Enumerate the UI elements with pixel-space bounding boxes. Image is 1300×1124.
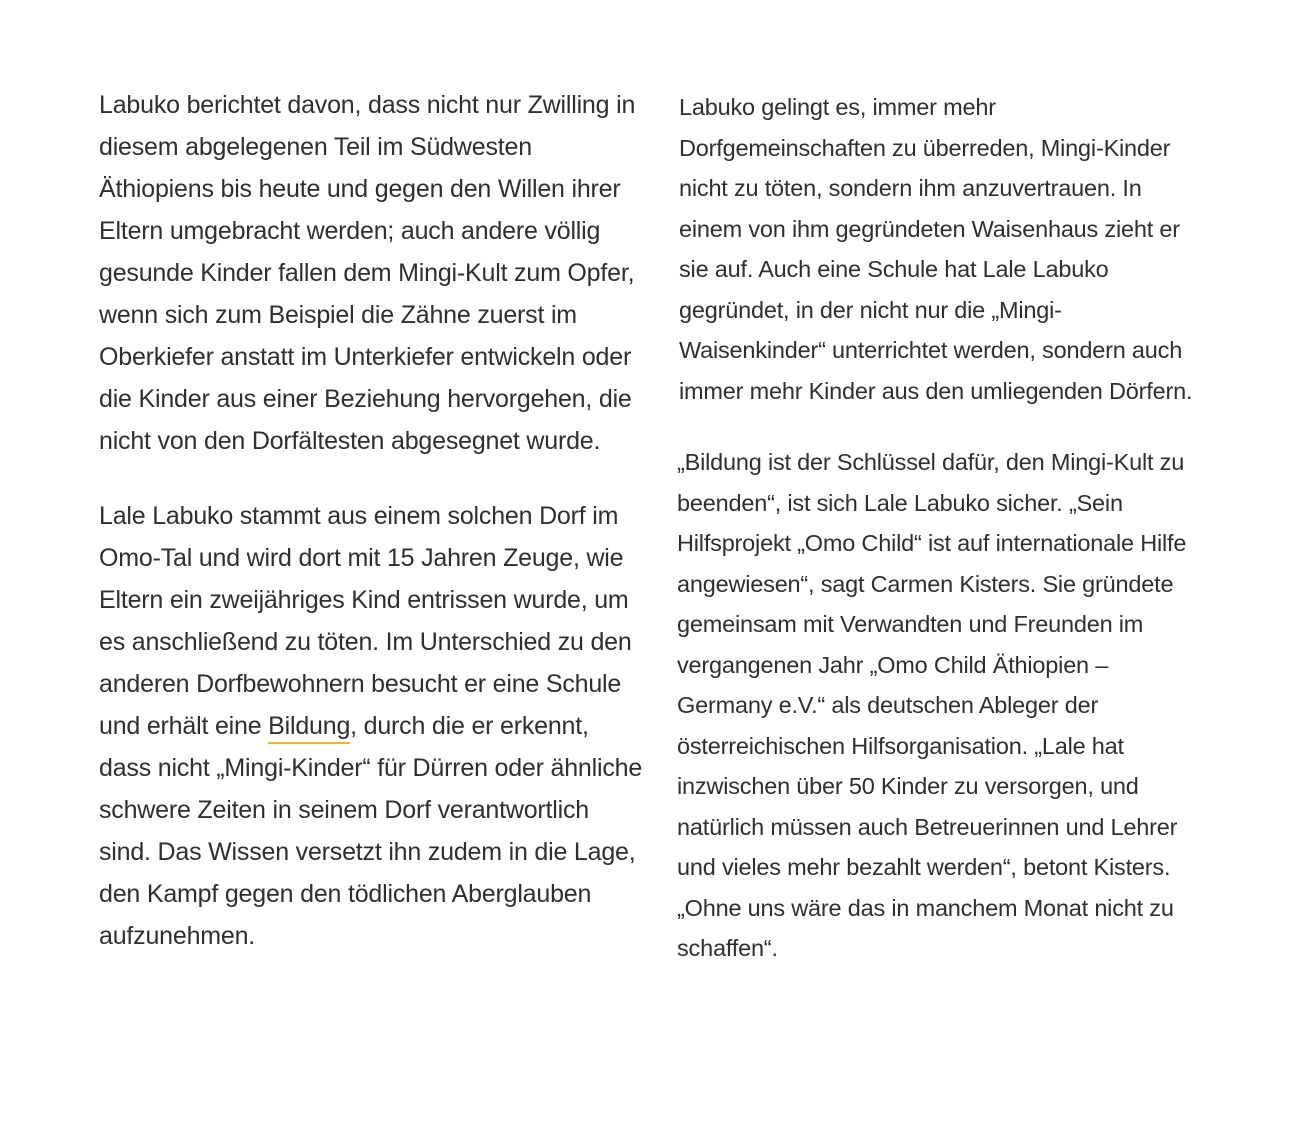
paragraph-text: Lale Labuko stammt aus einem solchen Dorf im Omo-Tal und wird dort mit 15 Jahren Zeuge, wie Eltern ein zweijähriges Kind entrissen wurde, um es anschließend zu töten. Im Unterschied zu den anderen Dorfbewohnern besucht er eine Schule und erhält eine	[99, 502, 632, 740]
bildung-link[interactable]: Bildung	[268, 712, 350, 744]
paragraph-labuko-origin	[99, 495, 644, 957]
paragraph-omo-child: „Bildung ist der Schlüssel dafür, den Mingi-Kult zu beenden“, ist sich Lale Labuko sicher. „Sein Hilfsprojekt „Omo Child“ ist auf internationale Hilfe angewiesen“, sagt Carmen Kisters. Sie gründete gemeinsam mit Verwandten und Freunden im vergangenen Jahr „Omo Child Äthiopien – Germany e.V.“ als deutschen Ableger der österreichischen Hilfsorganisation. „Lale hat inzwischen über 50 Kinder zu versorgen, und natürlich müssen auch Betreuerinnen und Lehrer und vieles mehr bezahlt werden“, betont Kisters. „Ohne uns wäre das in manchem Monat nicht zu schaffen“.	[677, 449, 1187, 961]
paragraph-orphanage: Labuko gelingt es, immer mehr Dorfgemeinschaften zu überreden, Mingi-Kinder nicht zu töten, sondern ihm anzuvertrauen. In einem von ihm gegründeten Waisenhaus zieht er sie auf. Auch eine Schule hat Lale Labuko gegründet, in der nicht nur die „Mingi-Waisenkinder“ unterrichtet werden, sondern auch immer mehr Kinder aus den umliegenden Dörfern.	[679, 94, 1193, 404]
paragraph-text: , durch die er erkennt, dass nicht „Mingi-Kinder“ für Dürren oder ähnliche schwere Zeiten in seinem Dorf verantwortlich sind. Das Wissen versetzt ihn zudem in die Lage, den Kampf gegen den tödlichen Aberglauben aufzunehmen.	[99, 712, 643, 950]
left-text-column	[99, 84, 644, 957]
paragraph-mingi-victims: Labuko berichtet davon, dass nicht nur Zwilling in diesem abgelegenen Teil im Südwesten Äthiopiens bis heute und gegen den Willen ihrer Eltern umgebracht werden; auch andere völlig gesunde Kinder fallen dem Mingi-Kult zum Opfer, wenn sich zum Beispiel die Zähne zuerst im Oberkiefer anstatt im Unterkiefer entwickeln oder die Kinder aus einer Beziehung hervorgehen, die nicht von den Dorfältesten abgesegnet wurde.	[99, 91, 636, 455]
right-text-column	[679, 87, 1199, 969]
